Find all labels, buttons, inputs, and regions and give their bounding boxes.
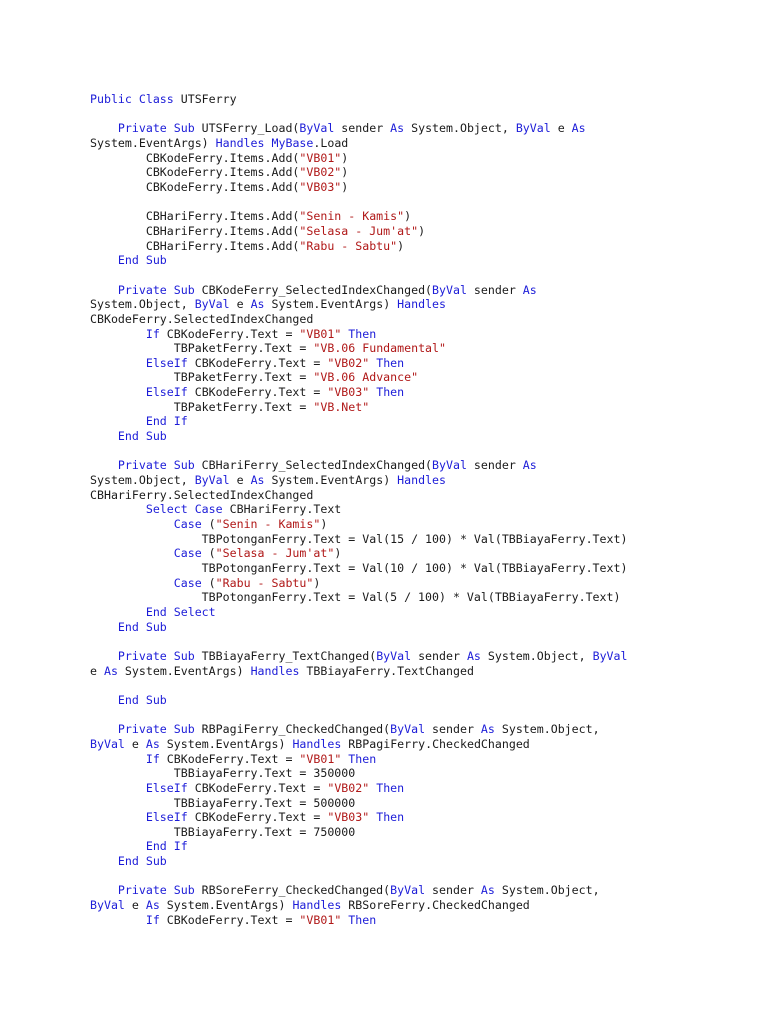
- code-text: (: [201, 575, 216, 590]
- code-keyword: End Select: [145, 604, 216, 619]
- code-keyword: ByVal: [90, 736, 125, 751]
- code-line: [90, 414, 760, 429]
- code-text: [90, 649, 118, 663]
- code-keyword: Select Case: [145, 502, 223, 517]
- code-line: [90, 341, 760, 356]
- code-line: [90, 473, 760, 488]
- code-text: RBPagiFerry_CheckedChanged(: [194, 722, 391, 737]
- code-line: [90, 854, 760, 869]
- code-keyword: Case: [173, 517, 202, 532]
- code-text: CBHariFerry.Items.Add(: [90, 209, 300, 224]
- code-string: "VB01": [299, 912, 342, 927]
- code-text: [90, 458, 118, 472]
- code-text: sender: [411, 648, 467, 663]
- code-text: .Load: [313, 135, 349, 150]
- code-string: "VB01": [299, 326, 342, 341]
- code-text: [90, 385, 146, 399]
- code-string: "VB.Net": [313, 399, 370, 414]
- code-keyword: Then: [376, 385, 405, 400]
- code-keyword: End Sub: [117, 429, 167, 444]
- code-text: System.EventArgs): [90, 135, 216, 150]
- code-line: [90, 356, 760, 371]
- code-string: "VB03": [327, 385, 370, 400]
- code-text: sender: [425, 722, 481, 737]
- code-keyword: ElseIf: [145, 780, 188, 795]
- code-keyword: Handles: [292, 736, 342, 751]
- blank-line: [90, 107, 760, 122]
- code-text: [90, 839, 146, 853]
- blank-line: [90, 195, 760, 210]
- code-keyword: Handles: [250, 663, 300, 678]
- code-keyword: End Sub: [117, 619, 167, 634]
- code-keyword: End Sub: [117, 253, 167, 268]
- code-line: [90, 693, 760, 708]
- code-text: [265, 136, 272, 150]
- code-text: TBPotonganFerry.Text = Val(15 / 100) * Val(TBBiayaFerry.Text): [90, 531, 628, 546]
- code-text: System.Object,: [90, 473, 195, 488]
- code-line: [90, 620, 760, 635]
- code-text: TBPaketFerry.Text =: [90, 370, 314, 385]
- code-keyword: If: [145, 326, 160, 341]
- code-text: UTSFerry_Load(: [194, 121, 300, 136]
- code-line: [90, 561, 760, 576]
- code-text: ): [341, 165, 349, 180]
- code-text: System.Object,: [404, 121, 516, 136]
- code-keyword: End If: [145, 414, 188, 429]
- code-text: [90, 883, 118, 897]
- code-text: [90, 693, 118, 707]
- code-string: "Senin - Kamis": [215, 517, 321, 532]
- code-text: CBKodeFerry.Text =: [187, 355, 328, 370]
- code-text: [90, 854, 118, 868]
- code-text: ): [313, 575, 321, 590]
- code-text: ): [397, 238, 405, 253]
- code-keyword: Private Sub: [117, 648, 195, 663]
- code-text: System.Object,: [494, 722, 600, 737]
- code-text: ): [404, 209, 412, 224]
- code-text: CBKodeFerry.Text =: [159, 326, 300, 341]
- code-keyword: Then: [376, 810, 405, 825]
- code-line: [90, 253, 760, 268]
- code-text: sender: [425, 883, 481, 898]
- blank-line: [90, 268, 760, 283]
- code-line: [90, 898, 760, 913]
- code-line: [90, 825, 760, 840]
- code-keyword: MyBase: [271, 135, 314, 150]
- code-line: [90, 766, 760, 781]
- code-text: System.Object,: [90, 297, 195, 312]
- code-line: [90, 913, 760, 928]
- code-text: System.EventArgs): [159, 736, 293, 751]
- code-text: e: [90, 663, 104, 678]
- code-line: [90, 458, 760, 473]
- code-string: "Selasa - Jum'at": [215, 546, 335, 561]
- code-text: [90, 356, 146, 370]
- code-line: [90, 839, 760, 854]
- code-text: (: [201, 517, 216, 532]
- code-string: "Senin - Kamis": [299, 209, 405, 224]
- code-line: [90, 605, 760, 620]
- blank-line: [90, 634, 760, 649]
- code-string: "VB02": [327, 780, 370, 795]
- code-text: e: [550, 121, 572, 136]
- code-text: [90, 620, 118, 634]
- code-keyword: As: [250, 297, 265, 312]
- code-line: [90, 297, 760, 312]
- code-text: [90, 429, 118, 443]
- code-text: [90, 810, 146, 824]
- code-keyword: As: [390, 121, 405, 136]
- code-string: "VB02": [299, 165, 342, 180]
- code-text: TBBiayaFerry.Text = 350000: [90, 766, 356, 781]
- code-text: TBPaketFerry.Text =: [90, 341, 314, 356]
- code-keyword: As: [522, 458, 537, 473]
- code-keyword: End Sub: [117, 692, 167, 707]
- code-line: [90, 532, 760, 547]
- code-keyword: Handles: [292, 898, 342, 913]
- code-keyword: ElseIf: [145, 810, 188, 825]
- code-text: sender: [466, 458, 523, 473]
- code-line: [90, 752, 760, 767]
- code-string: "Selasa - Jum'at": [299, 223, 419, 238]
- code-text: CBKodeFerry.Items.Add(: [90, 165, 300, 180]
- code-line: [90, 546, 760, 561]
- code-text: CBHariFerry.Items.Add(: [90, 238, 300, 253]
- code-keyword: Handles: [215, 135, 265, 150]
- code-text: [90, 781, 146, 795]
- code-line: [90, 488, 760, 503]
- code-text: TBPotonganFerry.Text = Val(5 / 100) * Val(TBBiayaFerry.Text): [90, 590, 621, 605]
- code-text: RBPagiFerry.CheckedChanged: [341, 736, 530, 751]
- code-text: ): [341, 179, 349, 194]
- code-keyword: As: [145, 898, 160, 913]
- code-text: System.EventArgs): [264, 473, 398, 488]
- code-keyword: Then: [348, 912, 377, 927]
- code-line: [90, 796, 760, 811]
- code-text: sender: [466, 282, 523, 297]
- code-line: [90, 209, 760, 224]
- code-line: [90, 502, 760, 517]
- code-keyword: Private Sub: [117, 282, 195, 297]
- code-text: CBKodeFerry.SelectedIndexChanged: [90, 311, 314, 326]
- code-line: [90, 180, 760, 195]
- code-string: "VB.06 Fundamental": [313, 341, 446, 356]
- code-text: CBHariFerry.Items.Add(: [90, 223, 300, 238]
- code-line: [90, 239, 760, 254]
- code-keyword: ByVal: [376, 648, 412, 663]
- code-keyword: Then: [376, 355, 405, 370]
- code-text: [90, 913, 146, 927]
- code-text: System.EventArgs): [159, 898, 293, 913]
- code-string: "VB.06 Advance": [313, 370, 419, 385]
- code-string: "VB02": [327, 355, 370, 370]
- code-keyword: If: [145, 751, 160, 766]
- code-line: [90, 649, 760, 664]
- code-string: "VB01": [299, 751, 342, 766]
- code-text: System.Object,: [480, 648, 593, 663]
- code-string: "Rabu - Sabtu": [299, 238, 398, 253]
- code-keyword: ByVal: [390, 883, 426, 898]
- code-keyword: ByVal: [90, 898, 125, 913]
- code-text: CBHariFerry_SelectedIndexChanged(: [194, 458, 433, 473]
- code-keyword: ByVal: [592, 648, 628, 663]
- code-text: CBKodeFerry.Text =: [187, 780, 328, 795]
- code-text: ): [418, 223, 426, 238]
- code-line: [90, 781, 760, 796]
- code-line: [90, 370, 760, 385]
- code-line: [90, 664, 760, 679]
- code-text: [90, 283, 118, 297]
- code-text: [90, 502, 146, 516]
- code-string: "VB03": [327, 810, 370, 825]
- code-keyword: Public Class: [90, 92, 174, 106]
- code-text: TBBiayaFerry.TextChanged: [299, 663, 474, 678]
- code-text: System.EventArgs): [264, 297, 398, 312]
- code-line: [90, 737, 760, 752]
- code-keyword: ByVal: [432, 282, 467, 297]
- code-keyword: Private Sub: [117, 121, 195, 136]
- code-keyword: ElseIf: [145, 385, 188, 400]
- code-text: TBBiayaFerry.Text = 500000: [90, 795, 356, 810]
- code-keyword: Case: [173, 546, 202, 561]
- code-keyword: As: [522, 282, 537, 297]
- code-text: TBPaketFerry.Text =: [90, 399, 314, 414]
- code-keyword: As: [145, 736, 160, 751]
- code-listing: [90, 92, 760, 927]
- code-line: [90, 517, 760, 532]
- code-keyword: Handles: [397, 297, 447, 312]
- code-line: [90, 312, 760, 327]
- code-keyword: Case: [173, 575, 202, 590]
- code-text: UTSFerry: [173, 92, 237, 106]
- code-text: CBHariFerry.Text: [222, 502, 342, 517]
- code-keyword: ElseIf: [145, 355, 188, 370]
- code-line: [90, 327, 760, 342]
- code-line: [90, 385, 760, 400]
- code-text: e: [124, 736, 146, 751]
- code-text: e: [229, 297, 251, 312]
- code-line: [90, 576, 760, 591]
- code-text: CBKodeFerry.Text =: [187, 385, 328, 400]
- code-line: [90, 121, 760, 136]
- blank-line: [90, 869, 760, 884]
- code-text: CBKodeFerry.Text =: [159, 912, 300, 927]
- code-text: CBKodeFerry.Items.Add(: [90, 150, 300, 165]
- code-text: CBHariFerry.SelectedIndexChanged: [90, 487, 314, 502]
- code-line: [90, 810, 760, 825]
- code-keyword: ByVal: [194, 297, 230, 312]
- code-text: RBSoreFerry.CheckedChanged: [341, 898, 530, 913]
- code-text: [90, 121, 118, 135]
- code-string: "VB03": [299, 179, 342, 194]
- code-keyword: Then: [376, 780, 405, 795]
- code-text: e: [229, 473, 251, 488]
- code-line: [90, 136, 760, 151]
- code-text: sender: [334, 121, 391, 136]
- code-line: [90, 283, 760, 298]
- code-keyword: As: [480, 883, 495, 898]
- blank-line: [90, 444, 760, 459]
- code-line: [90, 224, 760, 239]
- code-keyword: Then: [348, 326, 377, 341]
- code-text: System.Object,: [494, 883, 600, 898]
- code-keyword: ByVal: [299, 121, 335, 136]
- code-text: System.EventArgs): [117, 663, 251, 678]
- code-text: CBKodeFerry.Items.Add(: [90, 179, 300, 194]
- code-text: CBKodeFerry.Text =: [159, 751, 300, 766]
- code-text: (: [201, 546, 216, 561]
- code-keyword: ByVal: [194, 473, 230, 488]
- code-line: [90, 590, 760, 605]
- code-line: [90, 151, 760, 166]
- code-text: TBBiayaFerry.Text = 750000: [90, 824, 356, 839]
- code-line: [90, 92, 760, 107]
- blank-line: [90, 708, 760, 723]
- code-text: TBBiayaFerry_TextChanged(: [194, 648, 377, 663]
- code-keyword: Handles: [397, 473, 447, 488]
- code-keyword: End If: [145, 839, 188, 854]
- code-keyword: Private Sub: [117, 883, 195, 898]
- code-keyword: Then: [348, 751, 377, 766]
- code-line: [90, 165, 760, 180]
- code-text: TBPotonganFerry.Text = Val(10 / 100) * Val(TBBiayaFerry.Text): [90, 561, 628, 575]
- code-text: [90, 414, 146, 428]
- code-keyword: Private Sub: [117, 458, 195, 473]
- code-text: CBKodeFerry.Text =: [187, 810, 328, 825]
- code-text: [90, 327, 146, 341]
- code-text: ): [334, 546, 342, 561]
- code-keyword: ByVal: [432, 458, 467, 473]
- code-text: [90, 517, 174, 531]
- code-text: [90, 752, 146, 766]
- code-line: [90, 883, 760, 898]
- code-text: [90, 722, 118, 736]
- code-string: "Rabu - Sabtu": [215, 575, 314, 590]
- code-text: ): [341, 150, 349, 165]
- code-keyword: As: [250, 473, 265, 488]
- code-text: RBSoreFerry_CheckedChanged(: [194, 883, 391, 898]
- code-keyword: As: [103, 663, 118, 678]
- code-keyword: Private Sub: [117, 722, 195, 737]
- code-text: [90, 576, 174, 590]
- code-keyword: End Sub: [117, 854, 167, 869]
- code-line: [90, 722, 760, 737]
- code-keyword: ByVal: [390, 722, 426, 737]
- code-text: [90, 253, 118, 267]
- code-line: [90, 429, 760, 444]
- code-text: CBKodeFerry_SelectedIndexChanged(: [194, 282, 433, 297]
- code-keyword: As: [571, 121, 586, 136]
- code-text: ): [320, 517, 328, 532]
- code-string: "VB01": [299, 150, 342, 165]
- code-text: [90, 546, 174, 560]
- code-keyword: ByVal: [515, 121, 551, 136]
- code-keyword: If: [145, 912, 160, 927]
- blank-line: [90, 678, 760, 693]
- code-line: [90, 400, 760, 415]
- code-keyword: As: [466, 648, 481, 663]
- code-keyword: As: [480, 722, 495, 737]
- code-text: e: [124, 898, 146, 913]
- code-text: [90, 605, 146, 619]
